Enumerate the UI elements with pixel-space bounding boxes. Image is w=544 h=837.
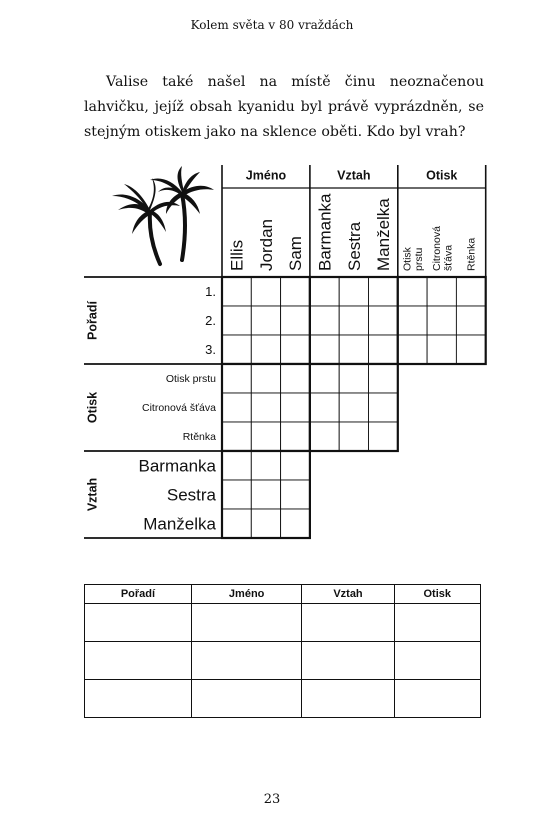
grid-cell[interactable] [369,393,398,422]
row-item-label: Sestra [166,485,216,505]
grid-cell[interactable] [281,277,310,306]
solution-table [84,584,481,718]
row-item-label: Otisk prstu [165,373,216,386]
solution-row [85,680,481,718]
grid-cell[interactable] [310,393,339,422]
grid-cell[interactable] [251,277,280,306]
solution-cell[interactable] [394,642,481,680]
grid-cell[interactable] [339,364,368,393]
solution-cell[interactable] [85,680,192,718]
row-item-label: Manželka [143,514,216,534]
palm-trees-icon [112,166,214,264]
grid-cell[interactable] [369,422,398,451]
grid-cell[interactable] [281,422,310,451]
column-group-title: Otisk [426,168,458,183]
row-item-label: Citronová šťáva [142,402,216,415]
column-item-label: Citronovášťáva [430,226,455,271]
grid-cell[interactable] [427,335,456,364]
grid-cell[interactable] [310,277,339,306]
solution-cell[interactable] [191,680,302,718]
row-item-label: 2. [205,313,216,329]
grid-cell[interactable] [222,335,251,364]
column-group-title: Vztah [337,168,371,183]
row-item-label: 1. [205,284,216,300]
grid-cell[interactable] [339,306,368,335]
grid-cell[interactable] [398,277,427,306]
grid-cell[interactable] [222,364,251,393]
grid-cell[interactable] [310,422,339,451]
grid-cell[interactable] [369,364,398,393]
grid-cell[interactable] [339,393,368,422]
solution-header-row [85,585,481,604]
grid-cell[interactable] [281,451,310,480]
solution-cell[interactable] [394,680,481,718]
solution-cell[interactable] [191,642,302,680]
solution-header-poradi: Pořadí [85,585,192,604]
grid-cell[interactable] [251,422,280,451]
grid-cell[interactable] [310,306,339,335]
solution-row [85,642,481,680]
grid-cell[interactable] [222,277,251,306]
grid-cell[interactable] [281,335,310,364]
grid-cell[interactable] [369,306,398,335]
grid-cell[interactable] [369,277,398,306]
column-item-label: Ellis [227,239,247,271]
grid-cell[interactable] [251,509,280,538]
grid-cell[interactable] [281,306,310,335]
grid-cell[interactable] [427,306,456,335]
grid-cell[interactable] [339,422,368,451]
grid-cell[interactable] [251,335,280,364]
column-item-label: Otiskprstu [401,247,426,271]
grid-cell[interactable] [456,306,485,335]
solution-cell[interactable] [394,604,481,642]
row-item-label: Barmanka [138,456,216,476]
solution-header-jmeno: Jméno [191,585,302,604]
grid-cell[interactable] [310,364,339,393]
grid-cell[interactable] [281,509,310,538]
solution-header-vztah: Vztah [302,585,394,604]
grid-cell[interactable] [369,335,398,364]
solution-cell[interactable] [85,604,192,642]
grid-cell[interactable] [281,393,310,422]
grid-cell[interactable] [251,393,280,422]
row-group-title: Pořadí [85,301,100,340]
grid-cell[interactable] [310,335,339,364]
solution-cell[interactable] [302,680,394,718]
row-item-label: Rtěnka [182,431,216,444]
grid-cell[interactable] [281,480,310,509]
solution-cell[interactable] [302,604,394,642]
column-item-label: Rtěnka [465,237,478,271]
row-group-title: Vztah [85,477,100,512]
grid-cell[interactable] [222,480,251,509]
grid-cell[interactable] [398,306,427,335]
grid-cell[interactable] [251,480,280,509]
grid-cell[interactable] [251,364,280,393]
grid-cell[interactable] [222,451,251,480]
column-item-label: Manželka [374,198,394,271]
page-number: 23 [263,792,281,807]
grid-cell[interactable] [222,422,251,451]
grid-cell[interactable] [398,335,427,364]
grid-cell[interactable] [427,277,456,306]
grid-cell[interactable] [222,509,251,538]
row-item-label: 3. [205,342,216,358]
running-head: Kolem světa v 80 vraždách [190,18,354,32]
column-item-label: Jordan [256,219,276,271]
grid-cell[interactable] [456,335,485,364]
solution-cell[interactable] [302,642,394,680]
grid-cell[interactable] [222,393,251,422]
row-group-title: Otisk [85,391,100,424]
solution-cell[interactable] [191,604,302,642]
column-item-label: Barmanka [315,193,335,271]
solution-header-otisk: Otisk [394,585,481,604]
column-item-label: Sam [286,236,306,271]
grid-cell[interactable] [339,277,368,306]
grid-cell[interactable] [456,277,485,306]
solution-row [85,604,481,642]
grid-cell[interactable] [339,335,368,364]
grid-cell[interactable] [281,364,310,393]
grid-cell[interactable] [251,306,280,335]
column-group-title: Jméno [245,168,287,183]
solution-cell[interactable] [85,642,192,680]
puzzle-clue-paragraph: Valise také našel na místě činu neoznačenou lahvičku, jejíž obsah kyanidu byl právě vyprázdněn, se stejným otiskem jako na sklence oběti. Kdo byl vrah? [84,74,484,140]
column-item-label: Sestra [344,221,364,271]
grid-cell[interactable] [251,451,280,480]
grid-cell[interactable] [222,306,251,335]
